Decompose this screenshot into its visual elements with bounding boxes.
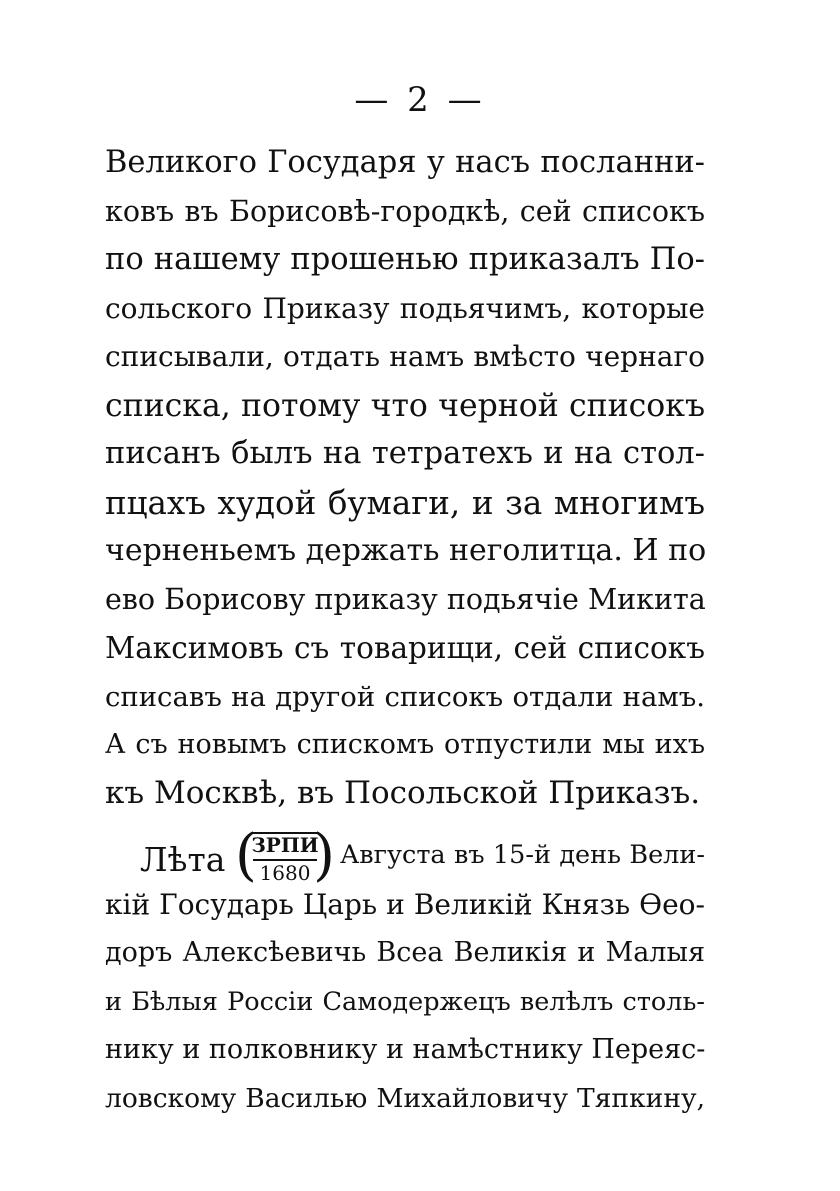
text-line: А съ новымъ спискомъ отпустили мы ихъ <box>105 729 705 760</box>
year-new-style: 1680 <box>259 861 311 885</box>
text-line: Максимовъ съ товарищи, сей списокъ <box>105 631 705 665</box>
text-line: ево Борисову приказу подьячіе Микита <box>105 583 706 616</box>
date-word: Лѣта <box>140 840 226 879</box>
text-line: Великого Государя у насъ посланни- <box>105 145 705 180</box>
left-paren: ( <box>235 823 257 888</box>
text-line: списка, потому что черной списокъ <box>105 388 705 424</box>
year-fraction <box>235 823 335 890</box>
text-line: ковъ въ Борисовѣ-городкѣ, сей списокъ <box>105 195 705 228</box>
text-line: ловскому Василью Михайловичу Тяпкину, <box>105 1083 705 1114</box>
date-line <box>140 823 705 890</box>
text-line: и Бѣлыя Россіи Самодержецъ велѣлъ столь- <box>105 987 705 1017</box>
text-line: по нашему прошенью приказалъ По- <box>105 242 705 277</box>
text-line: черненьемъ держать неголитца. И по <box>105 533 707 568</box>
text-line: списавъ на другой списокъ отдали намъ. <box>105 681 705 713</box>
page-number: — 2 — <box>354 80 486 120</box>
text-line: списывали, отдать намъ вмѣсто чернаго <box>105 340 705 373</box>
right-paren: ) <box>313 823 335 888</box>
text-line: къ Москвѣ, въ Посольской Приказъ. <box>105 775 701 811</box>
text-line: сольского Приказу подьячимъ, которые <box>105 292 705 325</box>
date-rest: Августа въ 15-й день Вели- <box>340 840 705 870</box>
text-line: писанъ былъ на тетратехъ и на стол- <box>105 436 705 471</box>
text-line: нику и полковнику и намѣстнику Переяс- <box>105 1034 706 1065</box>
text-line: доръ Алексѣевичь Всеа Великія и Малыя <box>105 937 705 968</box>
text-line: кій Государь Царь и Великій Князь Ѳео- <box>105 888 705 921</box>
text-line: пцахъ худой бумаги, и за многимъ <box>105 484 705 522</box>
year-old-style: ЗРПИ <box>251 833 319 857</box>
